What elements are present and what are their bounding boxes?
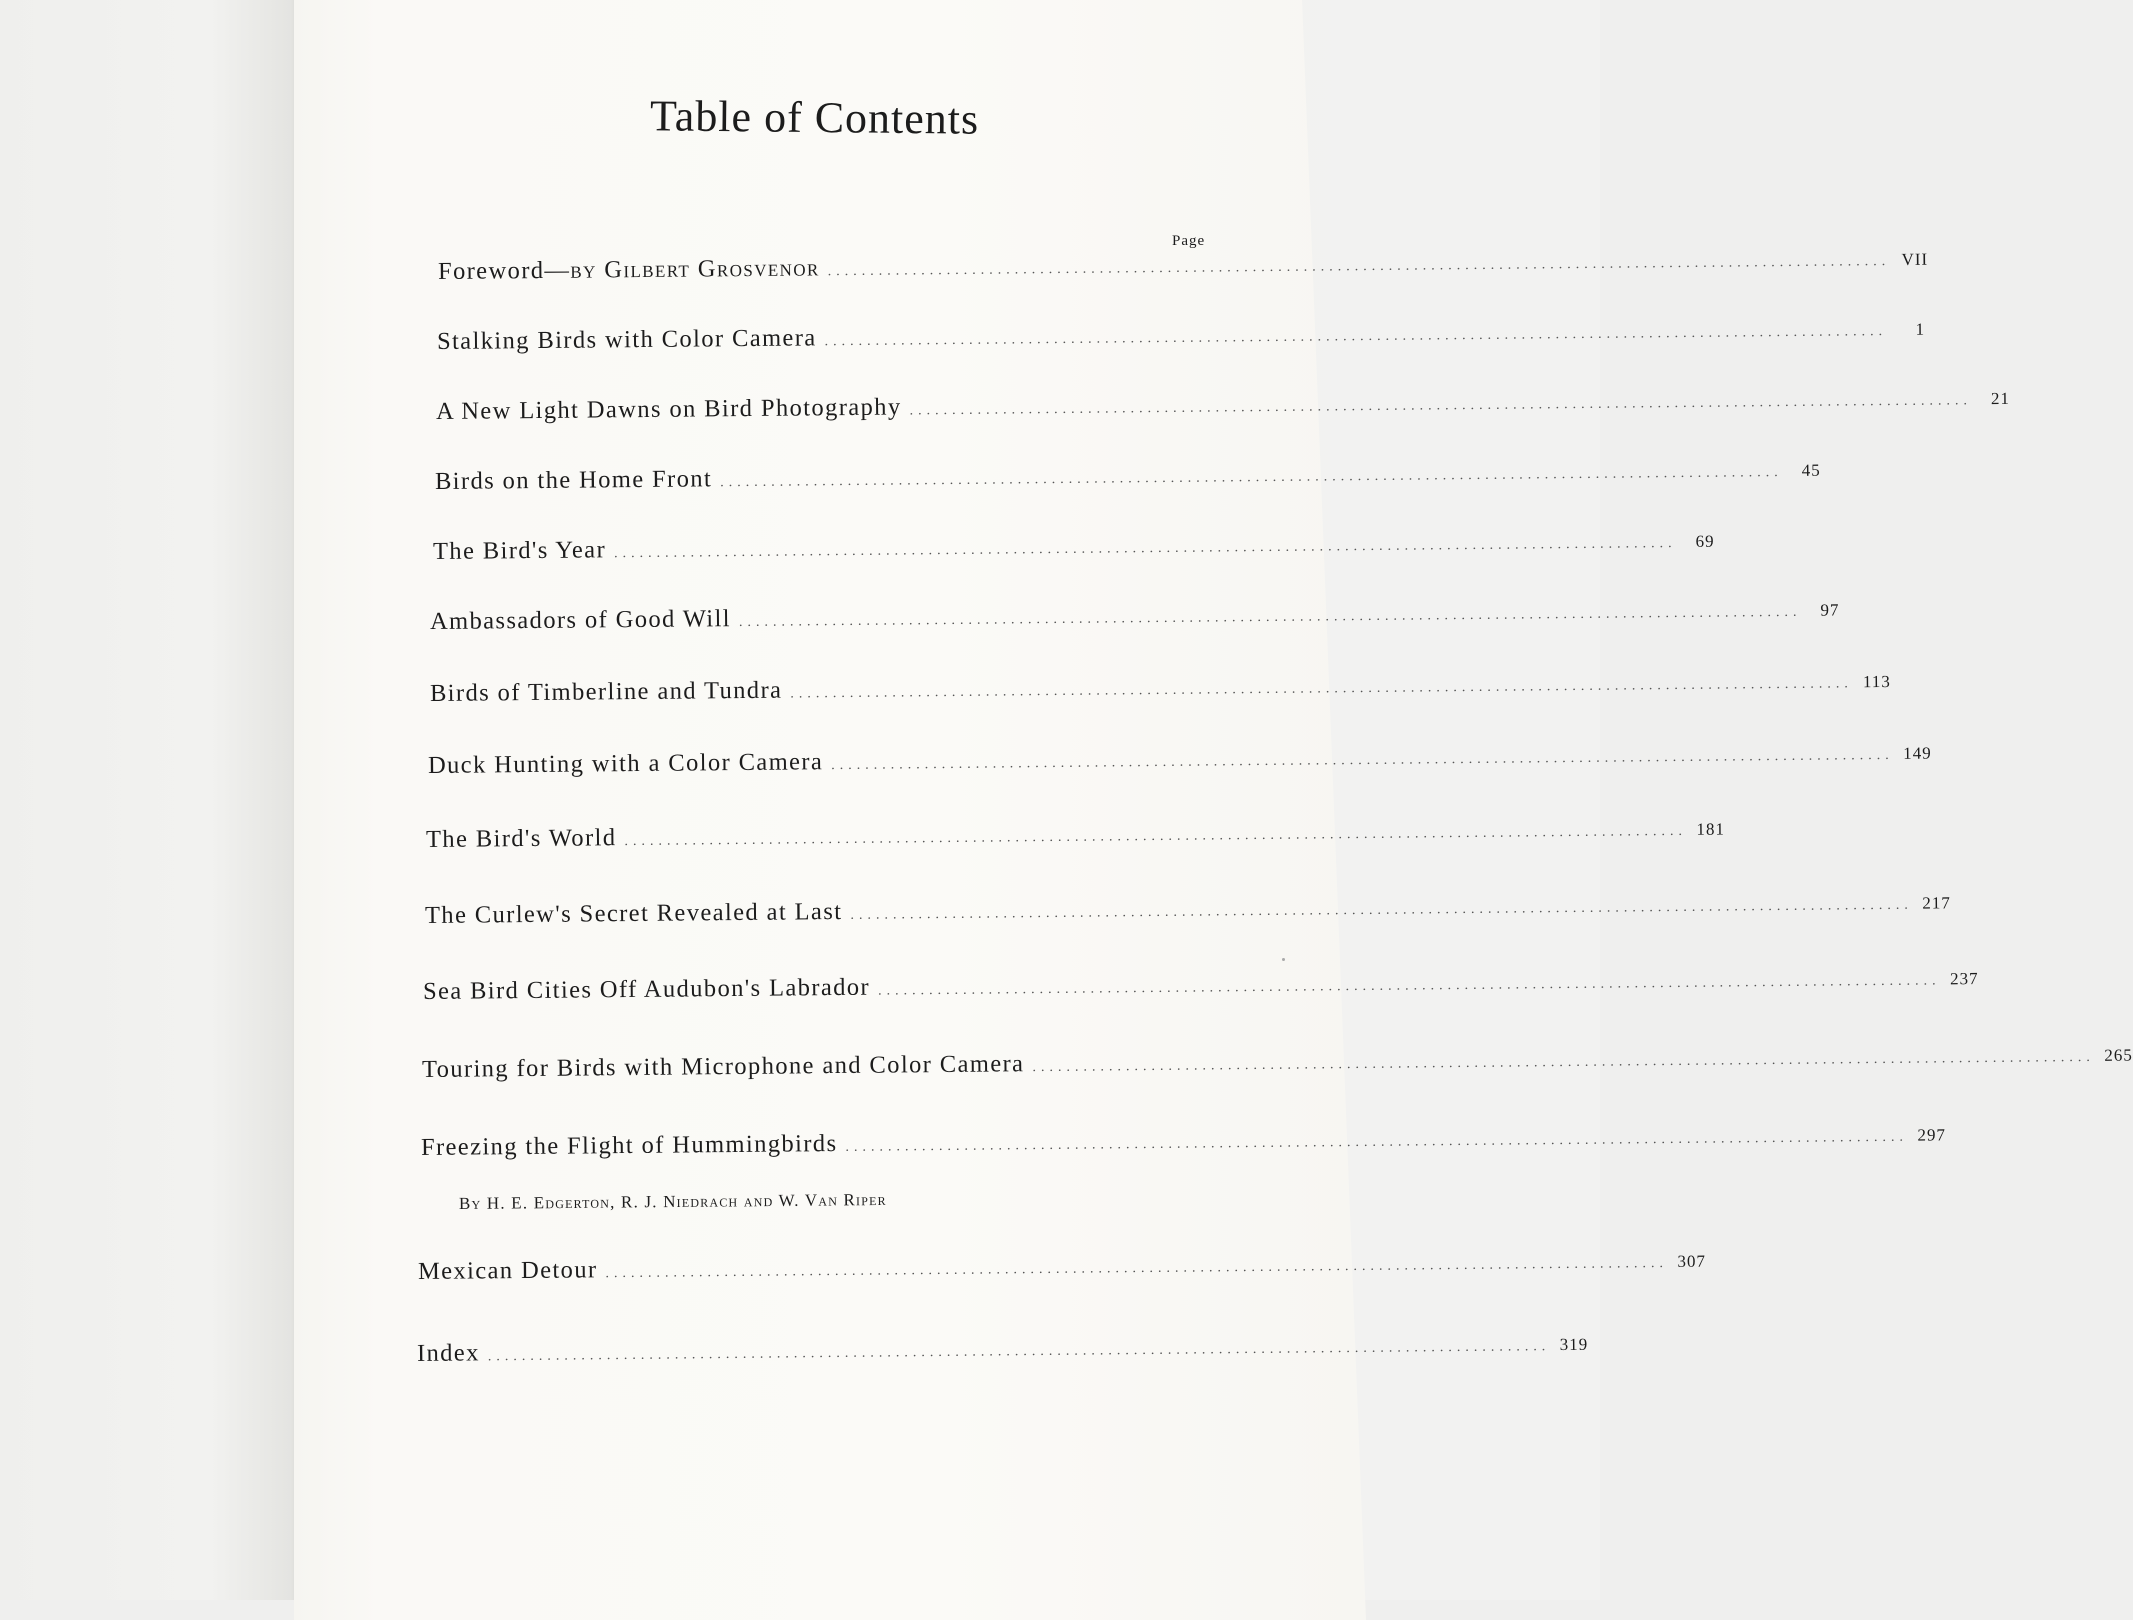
entry-title: The Curlew's Secret Revealed at Last (424, 897, 843, 929)
toc-entry (429, 671, 1891, 708)
toc-entry (425, 818, 1725, 854)
toc-entry (420, 1125, 1947, 1162)
toc-entry (422, 969, 1979, 1006)
toc-entry (434, 460, 1821, 496)
entry-page: 297 (1917, 1125, 1947, 1145)
entry-page: 1 (1915, 319, 1926, 339)
toc-entry (436, 319, 1926, 356)
toc-entry (421, 1045, 2133, 1084)
entry-title: Birds of Timberline and Tundra (429, 676, 783, 707)
toc-entry (427, 743, 1932, 780)
dot-leader: ............................................................................................................................. (824, 324, 1888, 350)
entry-page: 217 (1922, 893, 1951, 913)
entry-page: 237 (1949, 969, 1979, 989)
dot-leader: ............................................................................................................................. (845, 1129, 1909, 1155)
entry-title: The Bird's World (425, 824, 617, 853)
entry-title: Stalking Birds with Color Camera (436, 324, 817, 355)
entry-title: Index (416, 1339, 480, 1367)
entry-page: 113 (1862, 671, 1891, 692)
toc-entry (437, 249, 1929, 286)
dot-leader: ............................................................................................................................. (738, 604, 1802, 631)
toc-entry (424, 893, 1951, 930)
dot-leader: ............................................................................................................................. (831, 747, 1894, 774)
entry-title: Mexican Detour (417, 1256, 598, 1285)
entry-page: 69 (1695, 531, 1715, 551)
dot-leader: ............................................................................................................................. (605, 1256, 1669, 1282)
dot-leader: ............................................................................................................................. (909, 393, 1973, 419)
dot-leader: ............................................................................................................................. (878, 973, 1941, 999)
entry-page: 45 (1801, 460, 1821, 480)
entry-title: Touring for Birds with Microphone and Color Camera (421, 1050, 1025, 1083)
entry-page: 319 (1559, 1334, 1589, 1355)
entry-title: Ambassadors of Good Will (429, 605, 732, 635)
entry-title: Foreword— (437, 256, 571, 285)
dot-leader: ............................................................................................................................. (487, 1339, 1551, 1365)
entry-page: 149 (1903, 743, 1932, 763)
entry-page: 21 (1990, 388, 2011, 409)
dot-leader: ............................................................................................................................. (614, 536, 1677, 562)
page-title: Table of Contents (649, 91, 980, 144)
dot-leader: ............................................................................................................................. (720, 465, 1783, 491)
entry-title: Duck Hunting with a Color Camera (427, 748, 824, 779)
entry-title: Sea Bird Cities Off Audubon's Labrador (422, 973, 871, 1005)
paper-speck (1282, 958, 1285, 961)
dot-leader: ............................................................................................................................. (624, 823, 1687, 850)
entry-title: The Bird's Year (432, 536, 607, 565)
toc-entry (435, 388, 2011, 426)
entry-title: Birds on the Home Front (434, 465, 713, 495)
entry-page: 265 (2104, 1045, 2133, 1065)
entry-byline: By H. E. Edgerton, R. J. Niedrach and W. Van Riper (458, 1189, 887, 1214)
dot-leader: ............................................................................................................................. (850, 897, 1913, 923)
entry-page: 181 (1696, 819, 1725, 839)
entry-page: VII (1901, 249, 1929, 269)
entry-page: 307 (1677, 1251, 1707, 1271)
entry-author: by Gilbert Grosvenor (570, 254, 820, 284)
dot-leader: ............................................................................................................................. (827, 254, 1891, 280)
entry-page: 97 (1820, 600, 1840, 620)
toc-entry (416, 1332, 1589, 1368)
dot-leader: ............................................................................................................................. (1032, 1049, 2095, 1076)
dot-leader: ............................................................................................................................. (790, 676, 1853, 702)
page-column-header: Page (1172, 233, 1206, 249)
toc-entry (429, 600, 1840, 636)
toc-entry (432, 530, 1715, 566)
entry-title: A New Light Dawns on Bird Photography (435, 393, 902, 425)
toc-entry (417, 1250, 1707, 1286)
entry-title: Freezing the Flight of Hummingbirds (420, 1130, 838, 1161)
